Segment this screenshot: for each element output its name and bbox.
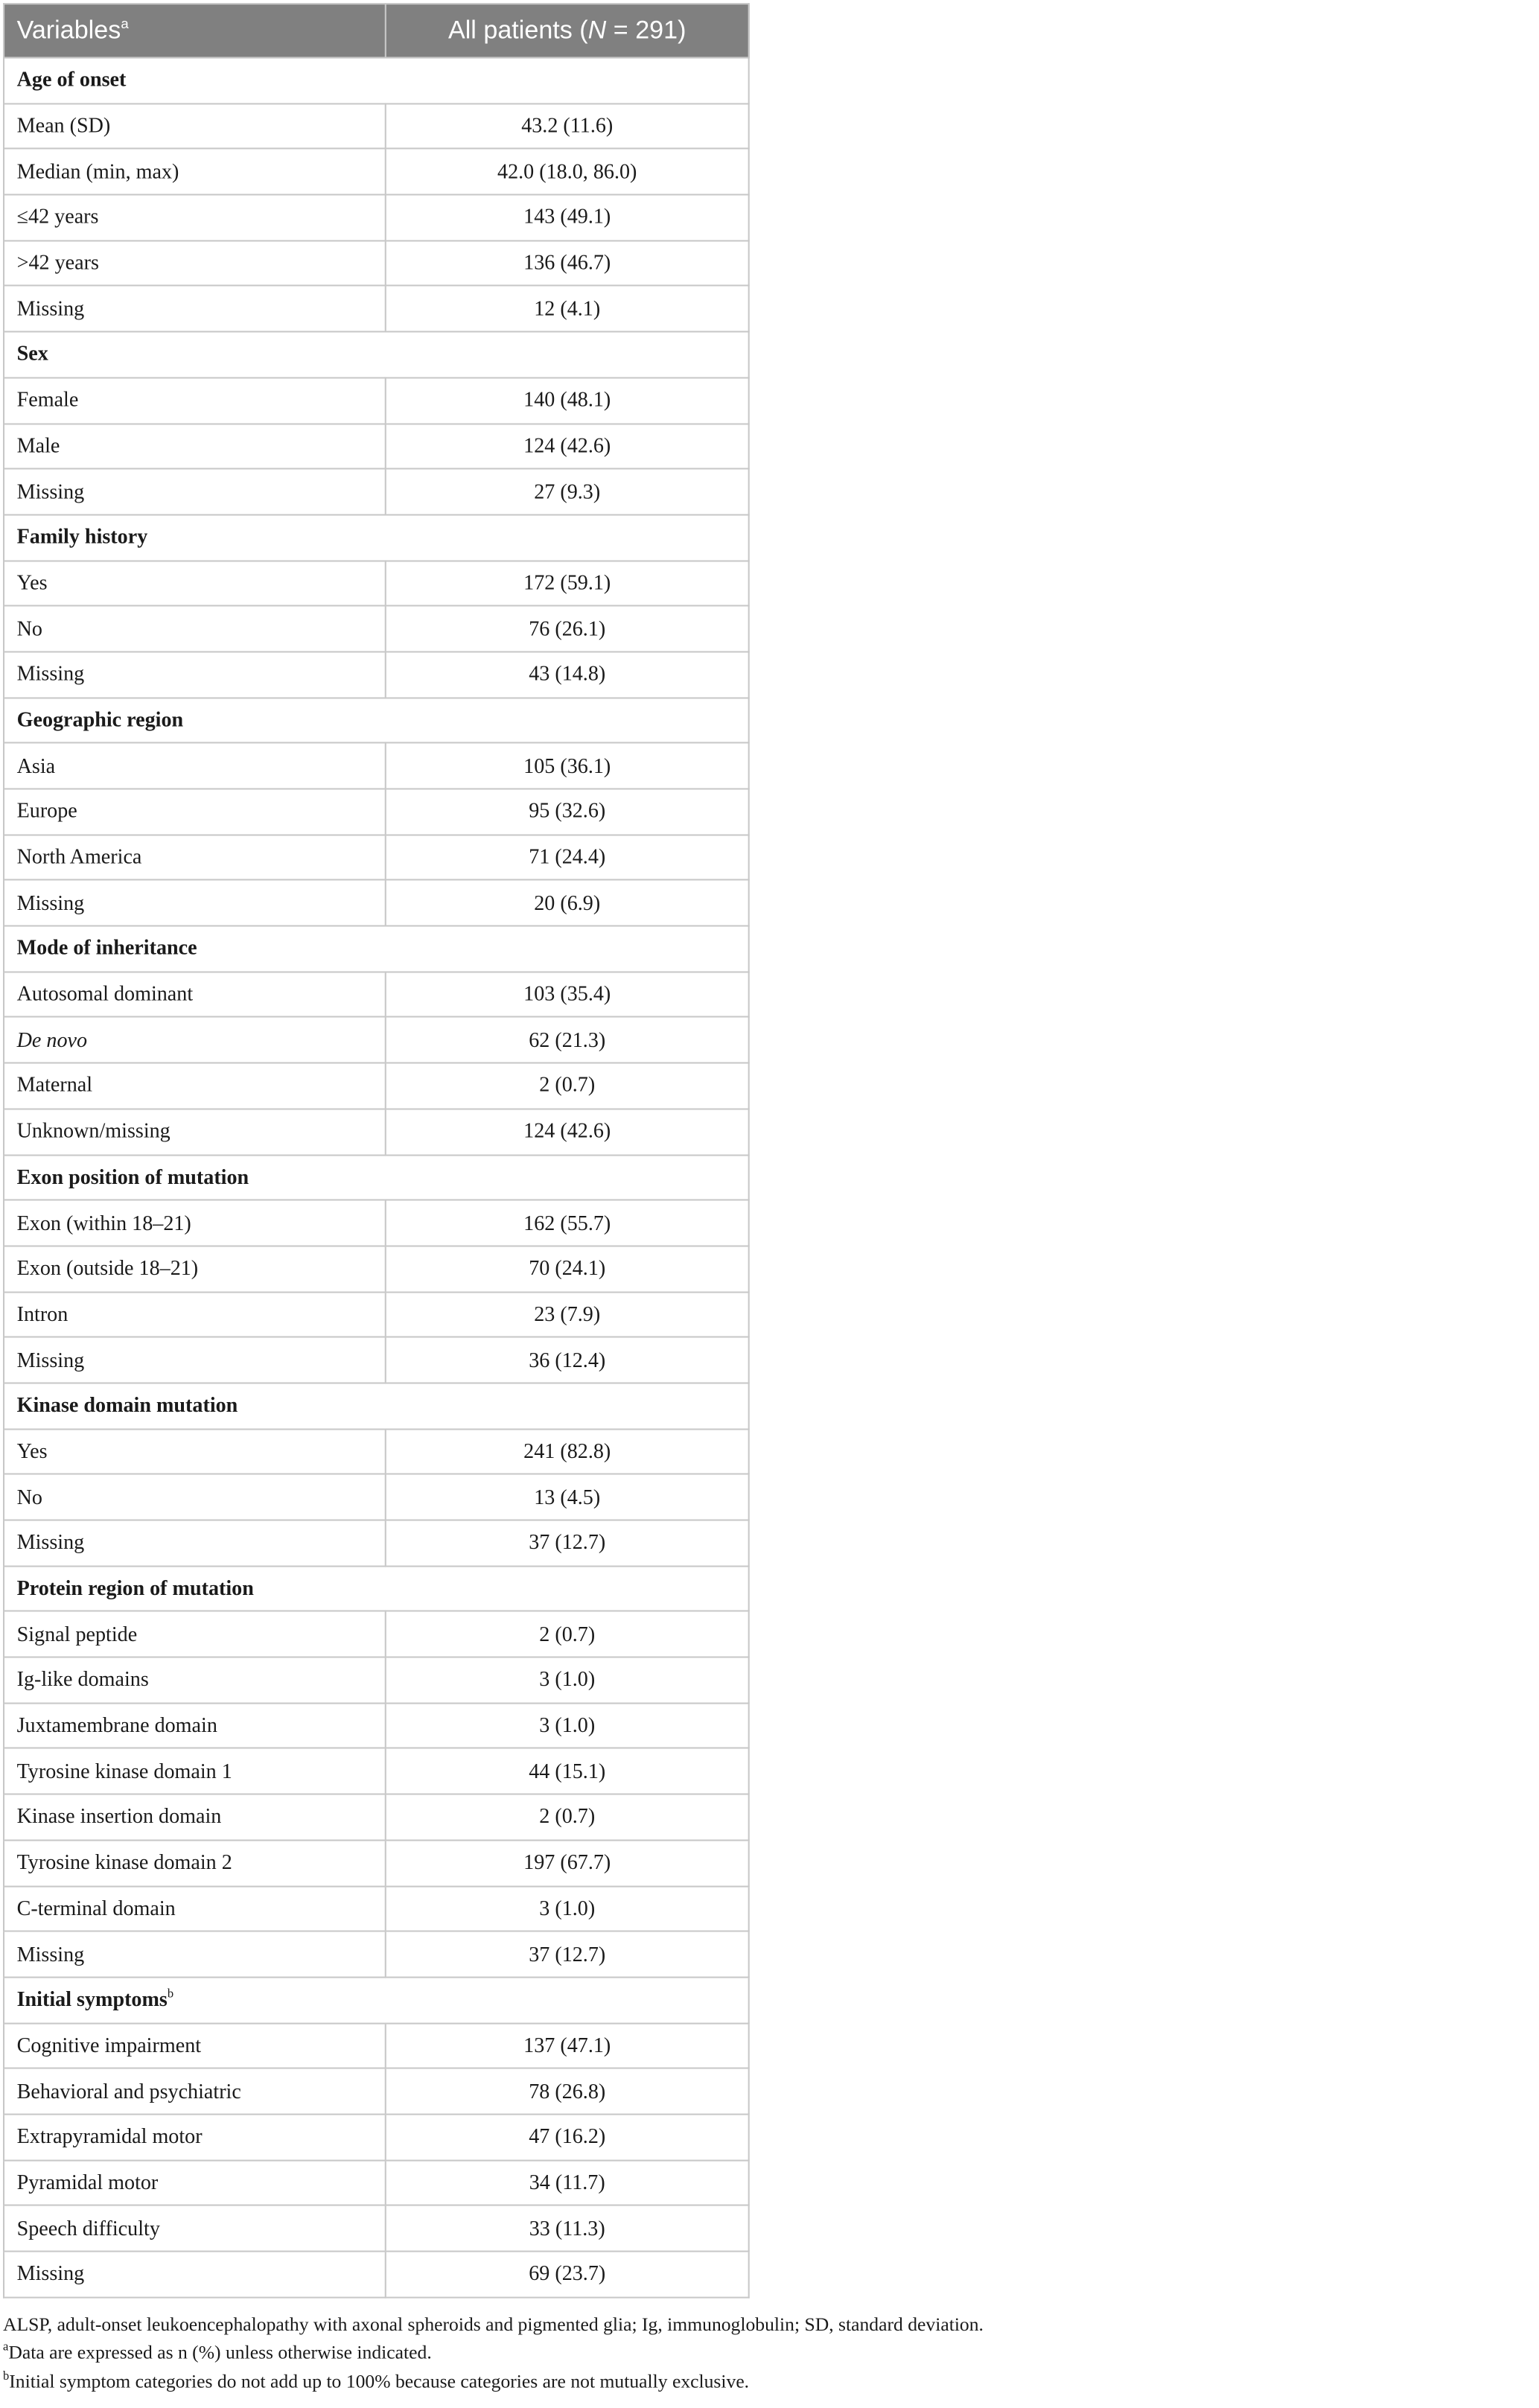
footnote-a [3, 2339, 1539, 2367]
footnote-b [3, 2367, 1539, 2395]
section-title [4, 332, 749, 378]
table-row [4, 1017, 749, 1063]
row-label: Mean (SD) [4, 103, 386, 149]
table-footnotes [3, 2310, 1539, 2396]
table-row [4, 1474, 749, 1520]
row-value: 42.0 (18.0, 86.0) [386, 149, 749, 194]
table-row [4, 1611, 749, 1657]
table-row [4, 2068, 749, 2114]
row-label: Exon (within 18–21) [4, 1200, 386, 1246]
section-header-row [4, 926, 749, 972]
row-label: Ig-like domains [4, 1657, 386, 1703]
table-row [4, 2252, 749, 2297]
row-label: Maternal [4, 1063, 386, 1109]
row-label: Missing [4, 1337, 386, 1383]
row-label: No [4, 1474, 386, 1520]
table-row [4, 1292, 749, 1337]
section-title-text: Protein region of mutation [16, 1576, 254, 1600]
row-value: 3 (1.0) [386, 1657, 749, 1703]
section-title [4, 1566, 749, 1611]
section-title-text: Exon position of mutation [16, 1165, 249, 1188]
row-label: North America [4, 835, 386, 880]
section-title-text: Initial symptoms [16, 1987, 168, 2011]
table-row [4, 423, 749, 468]
section-title-footnote-marker: b [167, 1987, 174, 2001]
table-row [4, 2205, 749, 2251]
table-row [4, 1703, 749, 1748]
table-row [4, 1794, 749, 1840]
section-title [4, 515, 749, 560]
row-label: Autosomal dominant [4, 972, 386, 1017]
row-value: 105 (36.1) [386, 743, 749, 789]
header-n-symbol: N [587, 16, 607, 44]
row-label: Unknown/missing [4, 1109, 386, 1154]
footnote-b-marker: b [3, 2369, 10, 2383]
row-value: 2 (0.7) [386, 1794, 749, 1840]
table-row [4, 2023, 749, 2068]
row-label: De novo [4, 1017, 386, 1063]
section-title [4, 1977, 749, 2022]
row-value: 34 (11.7) [386, 2160, 749, 2205]
table-row [4, 789, 749, 834]
row-label: Asia [4, 743, 386, 789]
table-row [4, 195, 749, 241]
patient-characteristics-table [3, 3, 750, 2298]
section-header-row [4, 698, 749, 743]
footnote-a-text: Data are expressed as n (%) unless otherwise indicated. [8, 2342, 432, 2364]
row-value: 37 (12.7) [386, 1931, 749, 1977]
row-label: Kinase insertion domain [4, 1794, 386, 1840]
section-header-row [4, 515, 749, 560]
section-header-row [4, 57, 749, 103]
table-row [4, 1246, 749, 1291]
row-value: 136 (46.7) [386, 241, 749, 286]
table-row [4, 469, 749, 515]
row-value: 140 (48.1) [386, 378, 749, 423]
row-value: 2 (0.7) [386, 1063, 749, 1109]
table-row [4, 1337, 749, 1383]
table-row [4, 1748, 749, 1794]
row-label: ≤42 years [4, 195, 386, 241]
row-value: 2 (0.7) [386, 1611, 749, 1657]
table-row [4, 2114, 749, 2159]
table-row [4, 1109, 749, 1154]
row-value: 43.2 (11.6) [386, 103, 749, 149]
section-title-text: Age of onset [16, 68, 127, 92]
table-row [4, 378, 749, 423]
row-label: Tyrosine kinase domain 2 [4, 1840, 386, 1885]
row-label: Yes [4, 561, 386, 606]
section-title [4, 926, 749, 972]
row-value: 69 (23.7) [386, 2252, 749, 2297]
row-value: 71 (24.4) [386, 835, 749, 880]
row-value: 162 (55.7) [386, 1200, 749, 1246]
header-variables-footnote-marker: a [121, 15, 129, 31]
row-label: Pyramidal motor [4, 2160, 386, 2205]
row-label: >42 years [4, 241, 386, 286]
row-value: 78 (26.8) [386, 2068, 749, 2114]
row-value: 137 (47.1) [386, 2023, 749, 2068]
row-label: No [4, 606, 386, 652]
table-body [4, 57, 749, 2297]
row-value: 23 (7.9) [386, 1292, 749, 1337]
row-label: Speech difficulty [4, 2205, 386, 2251]
table-row [4, 880, 749, 926]
section-title-text: Geographic region [16, 707, 184, 731]
row-label: Tyrosine kinase domain 1 [4, 1748, 386, 1794]
section-header-row [4, 1154, 749, 1200]
section-header-row [4, 332, 749, 378]
section-title [4, 698, 749, 743]
table-header-row [4, 4, 749, 57]
document [3, 3, 1539, 2396]
footnote-a-marker: a [3, 2339, 9, 2354]
table-row [4, 241, 749, 286]
row-value: 47 (16.2) [386, 2114, 749, 2159]
header-all-patients-suffix: = 291) [606, 16, 686, 44]
row-label: Missing [4, 286, 386, 331]
row-label: Cognitive impairment [4, 2023, 386, 2068]
table-row [4, 652, 749, 697]
table-row [4, 1840, 749, 1885]
row-label: Intron [4, 1292, 386, 1337]
row-label: Median (min, max) [4, 149, 386, 194]
table-row [4, 972, 749, 1017]
row-value: 95 (32.6) [386, 789, 749, 834]
row-value: 33 (11.3) [386, 2205, 749, 2251]
row-label: Yes [4, 1429, 386, 1474]
row-value: 124 (42.6) [386, 1109, 749, 1154]
header-variables-text: Variables [16, 16, 121, 44]
table-row [4, 561, 749, 606]
row-value: 70 (24.1) [386, 1246, 749, 1291]
row-label: Missing [4, 880, 386, 926]
section-title [4, 1383, 749, 1428]
row-label: Juxtamembrane domain [4, 1703, 386, 1748]
table-row [4, 1657, 749, 1703]
header-all-patients-prefix: All patients ( [447, 16, 588, 44]
row-value: 3 (1.0) [386, 1703, 749, 1748]
section-title-text: Kinase domain mutation [16, 1393, 238, 1417]
row-label: Missing [4, 2252, 386, 2297]
row-label: Missing [4, 652, 386, 697]
section-header-row [4, 1383, 749, 1428]
table-row [4, 1063, 749, 1109]
row-label: Extrapyramidal motor [4, 2114, 386, 2159]
table-row [4, 1931, 749, 1977]
section-title-text: Family history [16, 525, 148, 549]
row-value: 124 (42.6) [386, 423, 749, 468]
row-value: 172 (59.1) [386, 561, 749, 606]
row-value: 103 (35.4) [386, 972, 749, 1017]
table-row [4, 149, 749, 194]
header-variables [4, 4, 386, 57]
table-row [4, 2160, 749, 2205]
row-value: 13 (4.5) [386, 1474, 749, 1520]
row-value: 27 (9.3) [386, 469, 749, 515]
table-row [4, 1200, 749, 1246]
row-value: 76 (26.1) [386, 606, 749, 652]
row-value: 143 (49.1) [386, 195, 749, 241]
row-value: 241 (82.8) [386, 1429, 749, 1474]
row-value: 36 (12.4) [386, 1337, 749, 1383]
table-row [4, 286, 749, 331]
row-value: 44 (15.1) [386, 1748, 749, 1794]
row-label: Missing [4, 1520, 386, 1566]
row-label: Signal peptide [4, 1611, 386, 1657]
table-row [4, 103, 749, 149]
row-label: Exon (outside 18–21) [4, 1246, 386, 1291]
row-value: 37 (12.7) [386, 1520, 749, 1566]
row-label: Europe [4, 789, 386, 834]
footnote-b-text: Initial symptom categories do not add up to 100% because categories are not mutually exclusive. [9, 2370, 750, 2392]
table-row [4, 1429, 749, 1474]
row-label: Missing [4, 469, 386, 515]
row-label: Missing [4, 1931, 386, 1977]
section-header-row [4, 1566, 749, 1611]
section-title [4, 57, 749, 103]
section-title-text: Sex [16, 342, 48, 366]
row-value: 197 (67.7) [386, 1840, 749, 1885]
table-row [4, 1520, 749, 1566]
section-header-row [4, 1977, 749, 2022]
section-title [4, 1154, 749, 1200]
header-all-patients [386, 4, 749, 57]
row-value: 20 (6.9) [386, 880, 749, 926]
section-title-text: Mode of inheritance [16, 936, 197, 960]
row-value: 43 (14.8) [386, 652, 749, 697]
row-value: 3 (1.0) [386, 1886, 749, 1931]
row-label: Male [4, 423, 386, 468]
table-row [4, 606, 749, 652]
row-label: C-terminal domain [4, 1886, 386, 1931]
footnote-abbreviations: ALSP, adult-onset leukoencephalopathy with axonal spheroids and pigmented glia; Ig, immunoglobulin; SD, standard deviation. [3, 2313, 984, 2335]
row-label: Female [4, 378, 386, 423]
row-value: 12 (4.1) [386, 286, 749, 331]
table-row [4, 743, 749, 789]
table-row [4, 835, 749, 880]
row-label: Behavioral and psychiatric [4, 2068, 386, 2114]
row-value: 62 (21.3) [386, 1017, 749, 1063]
table-row [4, 1886, 749, 1931]
